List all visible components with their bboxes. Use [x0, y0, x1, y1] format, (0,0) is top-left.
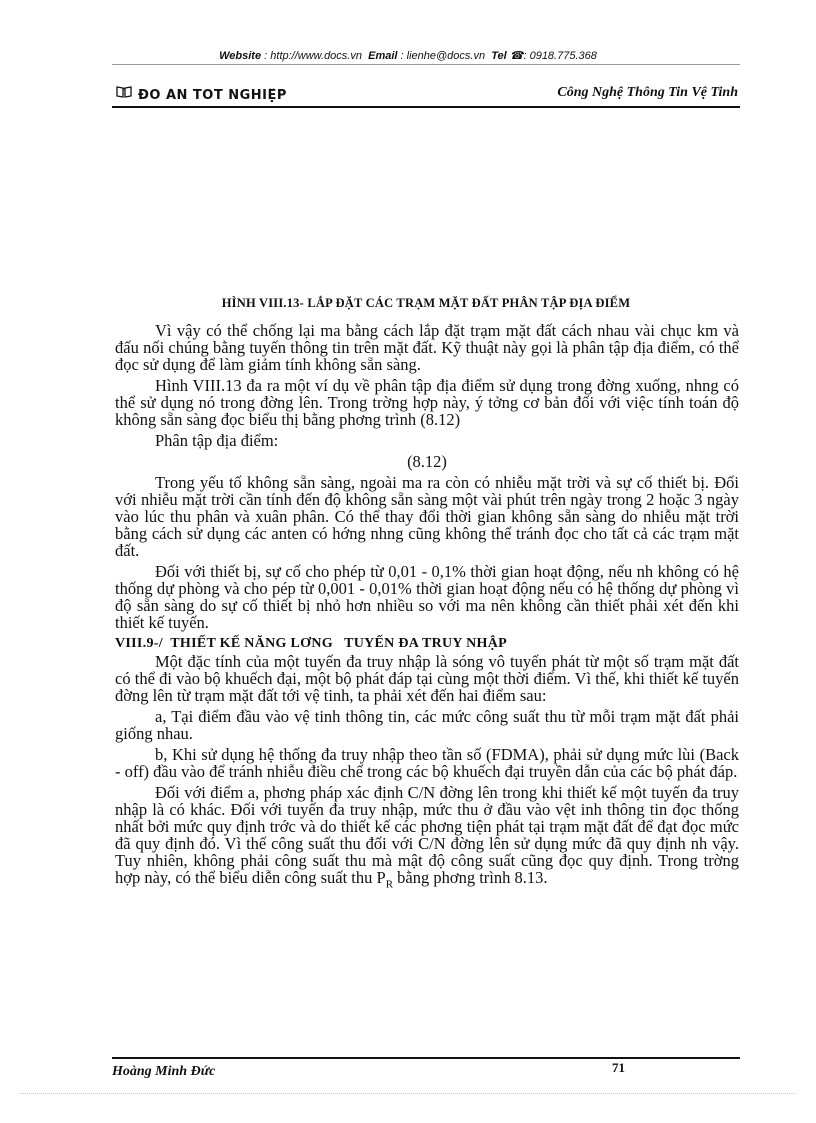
footer-author: Hoàng Minh Đức [112, 1064, 216, 1078]
paragraph-end: bằng phơng trình 8.13. [393, 868, 548, 887]
tel-label: Tel [491, 50, 507, 62]
page-number: 71 [612, 1060, 625, 1075]
paragraph: Hình VIII.13 đa ra một ví dụ về phân tập địa điểm sử dụng trong đờng xuống, nhng có thể sử dụng nó trong đờng lên. Trong trờng hợp này, ý tởng cơ bản đối với việc tính toán độ không sẵn sàng đọc biểu thị bằng phơng trình (8.12) [115, 376, 739, 429]
power-symbol: P [376, 868, 386, 887]
equation-number: (8.12) [407, 452, 447, 471]
top-divider [112, 64, 740, 65]
website-value: : http://www.docs.vn [264, 50, 362, 62]
email-label: Email [368, 50, 398, 62]
section-heading: VIII.9-/ THIẾT KẾ NĂNG LƠNG TUYẾN ĐA TRUY NHẬP [115, 636, 507, 651]
tel-value: : 0918.775.368 [523, 50, 597, 62]
phone-icon: ☎ [509, 50, 524, 62]
list-item: b, Khi sử dụng hệ thống đa truy nhập theo tần số (FDMA), phải sử dụng mức lùi (Back - off) đầu vào để tránh nhiễu điều chế trong các bộ khuếch đại truyền dẫn của các bộ phát đáp. [115, 745, 739, 781]
paragraph-text: Đối với điểm a, phơng pháp xác định C/N đờng lên trong khi thiết kế một tuyến đa truy nhập là có khác. Đối với tuyến đa truy nhập, mức thu ở đầu vào vệt inh thông tin đọc thống nhất bởi mức quy định trớc và do thiết kế các phơng tiện phát tại trạm mặt đất để đạt đọc mức đã quy định đó. Vì thế công suất thu đối với C/N đờng lên sử dụng mức đã quy định nh vậy. Tuy nhiên, không phải công suất thu mà mật độ công suất cũng đọc quy định. Trong trờng hợp này, có thể biểu diễn công suất thu [115, 783, 739, 887]
email-value: : lienhe@docs.vn [400, 50, 486, 62]
paragraph: Phân tập địa điểm: [155, 431, 279, 450]
paragraph: Vì vậy có thể chống lại ma bằng cách lắp đặt trạm mặt đất cách nhau vài chục km và đấu nối chúng bằng tuyến thông tin trên mặt đất. Kỹ thuật này gọi là phân tập địa điểm, có thể đọc sử dụng để làm giảm tính không sẵn sàng. [115, 321, 739, 374]
book-icon [116, 86, 132, 98]
figure-caption: HÌNH VIII.13- LẮP ĐẶT CÁC TRẠM MẶT ĐẤT PHÂN TẬP ĐỊA ĐIỂM [221, 296, 631, 310]
header-right-title: Công Nghệ Thông Tin Vệ Tinh [557, 85, 738, 100]
website-label: Website [219, 50, 262, 62]
list-item: a, Tại điểm đầu vào vệ tinh thông tin, các mức công suất thu từ mỗi trạm mặt đất phải giống nhau. [115, 707, 739, 743]
top-banner [0, 49, 816, 62]
paragraph: Trong yếu tố không sẵn sàng, ngoài ma ra còn có nhiễu mặt trời và sự cố thiết bị. Đối với nhiễu mặt trời cần tính đến độ không sẵn sàng một vài phút trên ngày trong 2 hoặc 3 ngày vào lúc thu phân và xuân phân. Có thể thay đổi thời gian không sẵn sàng do nhiễu mặt trời bằng cách sử dụng các anten có hớng nhng cũng không thể tránh đọc cho tất cả các trạm mặt đất. [115, 473, 739, 560]
paragraph: Đối với thiết bị, sự cố cho phép từ 0,01 - 0,1% thời gian hoạt động, nếu nh không có hệ thống dự phòng và cho pép từ 0,001 - 0,01% thời gian hoạt động nếu có hệ thống dự phòng vì độ sẵn sàng do sự cố thiết bị nhỏ hơn nhiều so với ma nên không cần thiết phải xét đến khi thiết kế tuyến. [115, 562, 739, 632]
body-text [115, 322, 739, 897]
paragraph: Một đặc tính của một tuyến đa truy nhập là sóng vô tuyến phát từ một số trạm mặt đất có thể đi vào bộ khuếch đại, một bộ phát đáp tại cùng một thời điểm. Vì thế, khi thiết kế tuyến đờng lên từ trạm mặt đất tới vệ tinh, ta phải xét đến hai điểm sau: [115, 652, 739, 705]
power-subscript: R [385, 878, 394, 891]
page-header [112, 84, 740, 106]
header-divider [112, 106, 740, 108]
bottom-divider [20, 1093, 796, 1094]
footer-divider [112, 1057, 740, 1059]
header-left-title: ĐỒ ÁN TỐT NGHIỆP [138, 88, 287, 103]
paragraph [115, 784, 739, 893]
